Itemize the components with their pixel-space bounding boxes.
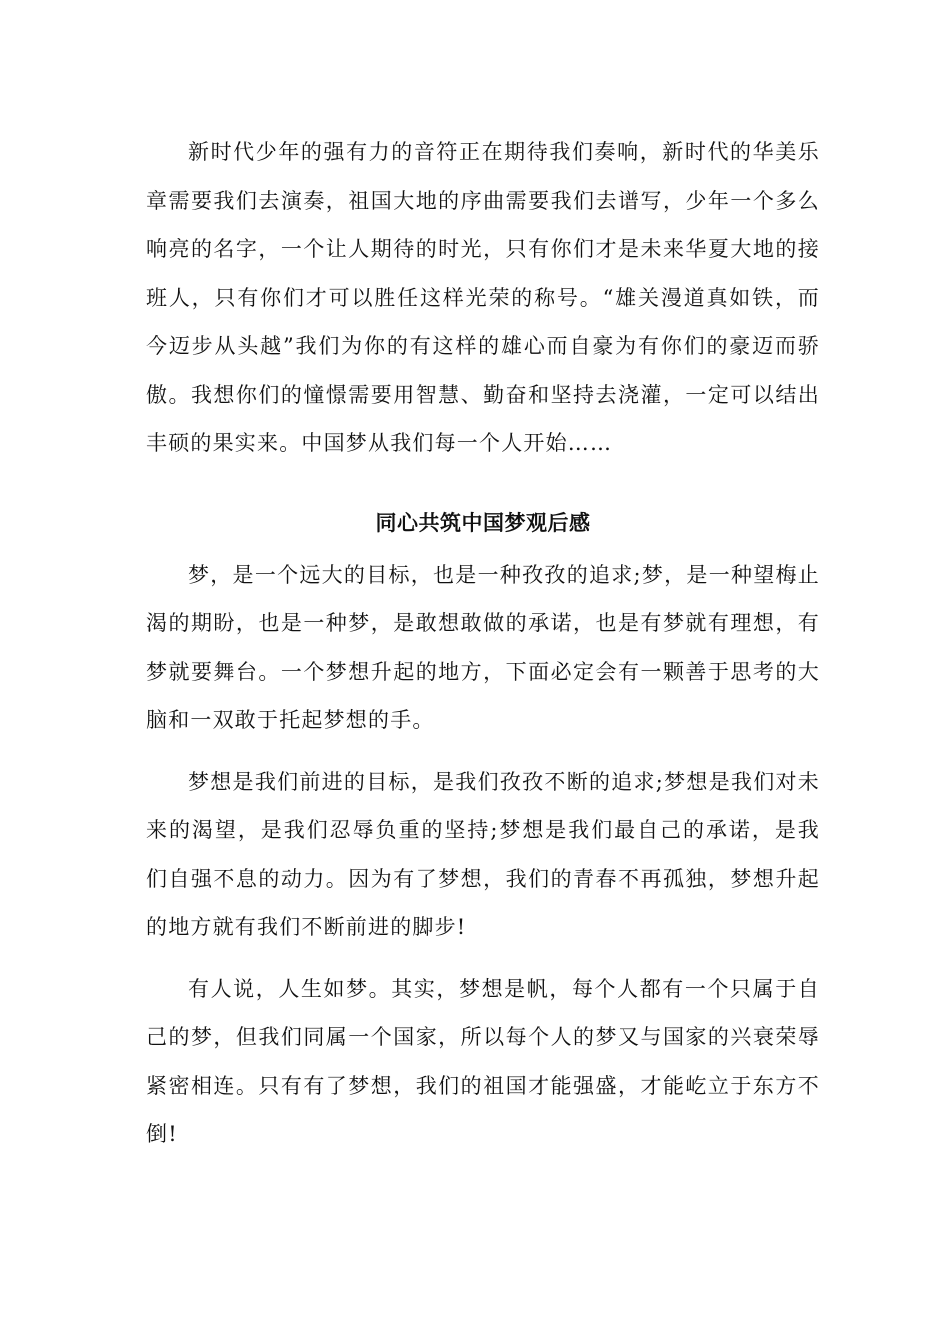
document-body bbox=[146, 128, 820, 1159]
intro-paragraph: 新时代少年的强有力的音符正在期待我们奏响，新时代的华美乐章需要我们去演奏，祖国大地的序曲需要我们去谱写，少年一个多么响亮的名字，一个让人期待的时光，只有你们才是未来华夏大地的接班人，只有你们才可以胜任这样光荣的称号。“雄关漫道真如铁，而今迈步从头越”我们为你的有这样的雄心而自豪为有你们的豪迈而骄傲。我想你们的憧憬需要用智慧、勤奋和坚持去浇灌，一定可以结出丰硕的果实来。中国梦从我们每一个人开始…… bbox=[146, 140, 820, 455]
essay-paragraph-2: 梦想是我们前进的目标，是我们孜孜不断的追求;梦想是我们对未来的渴望，是我们忍辱负重的坚持;梦想是我们最自己的承诺，是我们自强不息的动力。因为有了梦想，我们的青春不再孤独，梦想升起的地方就有我们不断前进的脚步! bbox=[146, 769, 820, 939]
essay-paragraph-1: 梦，是一个远大的目标，也是一种孜孜的追求;梦，是一种望梅止渴的期盼，也是一种梦，是敢想敢做的承诺，也是有梦就有理想，有梦就要舞台。一个梦想升起的地方，下面必定会有一颗善于思考的大脑和一双敢于托起梦想的手。 bbox=[146, 562, 820, 732]
essay-title: 同心共筑中国梦观后感 bbox=[375, 510, 591, 535]
essay-paragraph-3: 有人说，人生如梦。其实，梦想是帆，每个人都有一个只属于自己的梦，但我们同属一个国家，所以每个人的梦又与国家的兴衰荣辱紧密相连。只有有了梦想，我们的祖国才能强盛，才能屹立于东方不倒! bbox=[146, 976, 820, 1146]
